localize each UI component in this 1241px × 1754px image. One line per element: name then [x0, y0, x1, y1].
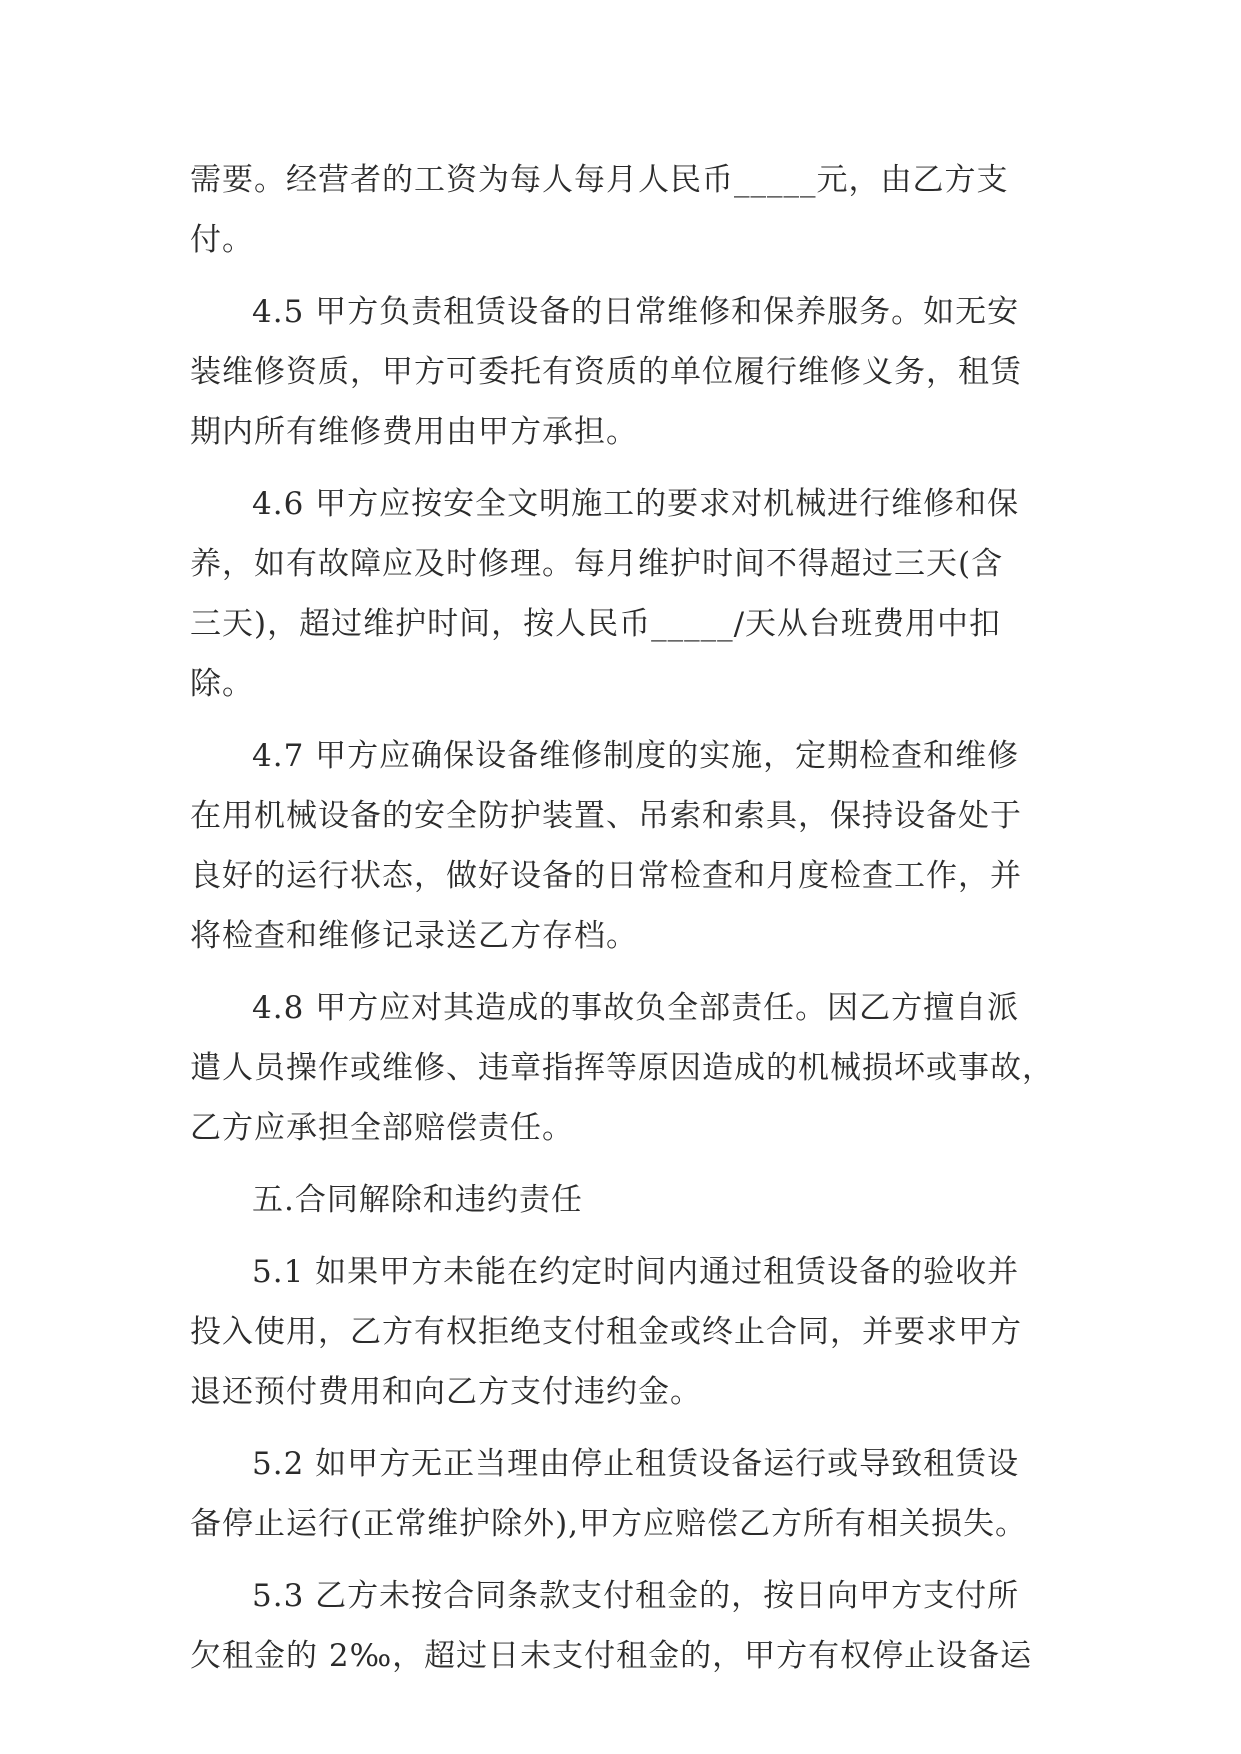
text-line: 在用机械设备的安全防护装置、吊索和索具，保持设备处于	[190, 798, 1022, 834]
text-line: 需要。经营者的工资为每人每月人民币_____元，由乙方支	[190, 162, 1009, 198]
text-line: 投入使用，乙方有权拒绝支付租金或终止合同，并要求甲方	[190, 1314, 1022, 1350]
text-line: 付。	[190, 222, 254, 258]
paragraph-clause-4-8	[190, 978, 1060, 1158]
paragraph-clause-4-7	[190, 726, 1060, 966]
text-line: 退还预付费用和向乙方支付违约金。	[190, 1374, 702, 1410]
text-line: 装维修资质，甲方可委托有资质的单位履行维修义务，租赁	[190, 354, 1022, 390]
heading-text: 五.合同解除和违约责任	[252, 1182, 583, 1218]
text-line: 5.1 如果甲方未能在约定时间内通过租赁设备的验收并	[252, 1254, 1020, 1290]
paragraph-clause-5-1	[190, 1242, 1060, 1422]
document-page	[190, 150, 1060, 1674]
text-line: 5.3 乙方未按合同条款支付租金的，按日向甲方支付所	[252, 1578, 1020, 1614]
text-line: 欠租金的 2‰，超过日未支付租金的，甲方有权停止设备运	[190, 1638, 1033, 1674]
text-line: 期内所有维修费用由甲方承担。	[190, 414, 638, 450]
text-line: 三天)，超过维护时间，按人民币_____/天从台班费用中扣	[190, 606, 1002, 642]
text-line: 良好的运行状态，做好设备的日常检查和月度检查工作，并	[190, 858, 1022, 894]
text-line: 乙方应承担全部赔偿责任。	[190, 1110, 574, 1146]
text-line: 除。	[190, 666, 254, 702]
section-heading-5	[190, 1170, 1060, 1230]
text-line: 4.6 甲方应按安全文明施工的要求对机械进行维修和保	[252, 486, 1020, 522]
paragraph-clause-5-2	[190, 1434, 1060, 1554]
text-line: 4.8 甲方应对其造成的事故负全部责任。因乙方擅自派	[252, 990, 1020, 1026]
paragraph-clause-5-3	[190, 1566, 1060, 1686]
paragraph-wage-continuation	[190, 150, 1060, 270]
text-line: 将检查和维修记录送乙方存档。	[190, 918, 638, 954]
paragraph-clause-4-6	[190, 474, 1060, 714]
text-line: 遣人员操作或维修、违章指挥等原因造成的机械损坏或事故，	[190, 1050, 1054, 1086]
text-line: 5.2 如甲方无正当理由停止租赁设备运行或导致租赁设	[252, 1446, 1020, 1482]
text-line: 4.7 甲方应确保设备维修制度的实施，定期检查和维修	[252, 738, 1020, 774]
text-line: 养，如有故障应及时修理。每月维护时间不得超过三天(含	[190, 546, 1004, 582]
text-line: 备停止运行(正常维护除外),甲方应赔偿乙方所有相关损失。	[190, 1506, 1028, 1542]
paragraph-clause-4-5	[190, 282, 1060, 462]
text-line: 4.5 甲方负责租赁设备的日常维修和保养服务。如无安	[252, 294, 1020, 330]
